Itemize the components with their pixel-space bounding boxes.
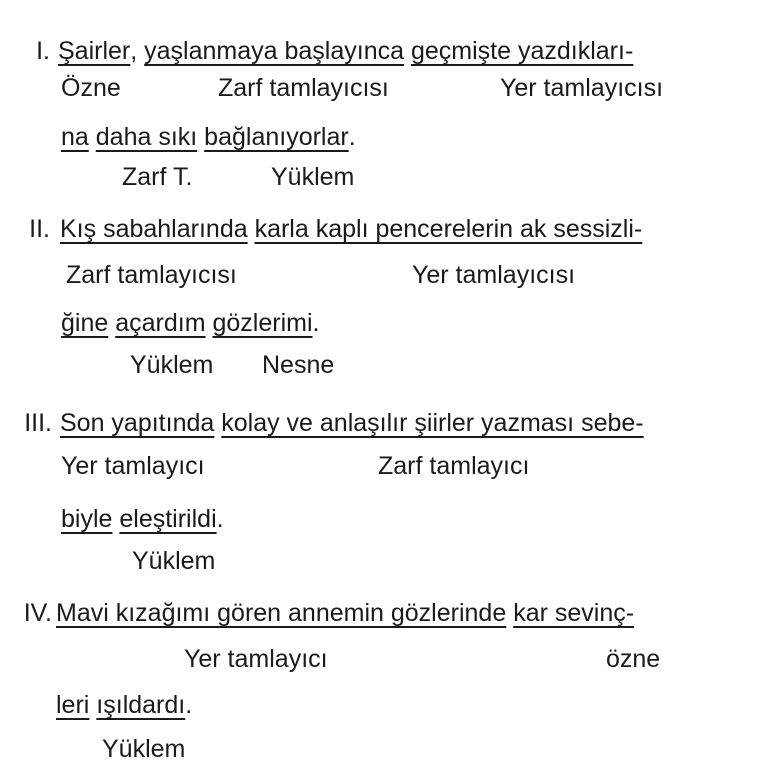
label-place-complement: Yer tamlayıcı — [61, 452, 205, 480]
sentence-line-1 — [56, 598, 634, 628]
space — [206, 308, 213, 338]
label-adverbial-short: Zarf T. — [122, 163, 193, 191]
space — [404, 36, 411, 66]
phrase-place-complement: Son yapıtında — [60, 409, 215, 437]
phrase-predicate: açardım — [115, 309, 206, 337]
phrase-adverbial: kolay ve anlaşılır şiirler yazması sebe- — [221, 409, 644, 437]
space — [112, 504, 119, 534]
label-adverbial: Zarf tamlayıcısı — [218, 74, 389, 102]
sentence-line-2 — [61, 308, 319, 338]
item-number: IV. — [23, 599, 52, 627]
punctuation: , — [130, 37, 145, 65]
item-number: III. — [24, 409, 52, 437]
phrase-predicate: ışıldardı — [96, 691, 186, 719]
space — [108, 308, 115, 338]
sentence-line-2 — [61, 504, 224, 534]
phrase-adverbial: yaşlanmaya başlayınca — [144, 37, 405, 65]
phrase-place-complement-cont: na — [61, 123, 89, 151]
phrase-adverbial-cont: biyle — [61, 505, 113, 533]
phrase-subject-cont: leri — [56, 691, 90, 719]
label-adverbial: Zarf tamlayıcısı — [66, 261, 237, 289]
label-subject: Özne — [61, 74, 121, 102]
label-place-complement: Yer tamlayıcısı — [412, 261, 576, 289]
label-predicate: Yüklem — [132, 547, 216, 575]
sentence-line-1 — [60, 214, 642, 244]
sentence-line-2 — [56, 690, 192, 720]
space — [506, 598, 513, 628]
label-predicate: Yüklem — [130, 351, 214, 379]
phrase-place-complement: geçmişte yazdıkları- — [410, 37, 634, 65]
space — [89, 122, 96, 152]
phrase-adverbial: Kış sabahlarında — [60, 215, 248, 243]
phrase-predicate: bağlanıyorlar — [204, 123, 349, 151]
period: . — [185, 691, 193, 719]
period: . — [216, 505, 224, 533]
phrase-subject: Şairler — [58, 37, 131, 65]
phrase-place-complement-cont: ğine — [61, 309, 109, 337]
label-place-complement: Yer tamlayıcısı — [500, 74, 664, 102]
label-object: Nesne — [262, 351, 335, 379]
space — [248, 214, 255, 244]
phrase-place-complement: Mavi kızağımı gören annemin gözlerinde — [56, 599, 507, 627]
label-subject: özne — [606, 645, 661, 673]
sentence-line-1 — [58, 36, 633, 66]
item-number: I. — [36, 37, 50, 65]
phrase-object: gözlerimi — [212, 309, 313, 337]
space — [214, 408, 221, 438]
label-predicate: Yüklem — [102, 735, 186, 763]
sentence-line-1 — [60, 408, 644, 438]
sentence-line-2 — [61, 122, 356, 152]
phrase-adverbial: daha sıkı — [95, 123, 198, 151]
space — [197, 122, 204, 152]
space — [89, 690, 96, 720]
phrase-predicate: eleştirildi — [119, 505, 217, 533]
phrase-subject: kar sevinç- — [513, 599, 635, 627]
period: . — [312, 309, 320, 337]
item-number: II. — [29, 215, 50, 243]
label-predicate: Yüklem — [271, 163, 355, 191]
period: . — [348, 123, 356, 151]
label-adverbial: Zarf tamlayıcı — [378, 452, 530, 480]
phrase-place-complement: karla kaplı pencerelerin ak sessizli- — [254, 215, 643, 243]
label-place-complement: Yer tamlayıcı — [184, 645, 328, 673]
